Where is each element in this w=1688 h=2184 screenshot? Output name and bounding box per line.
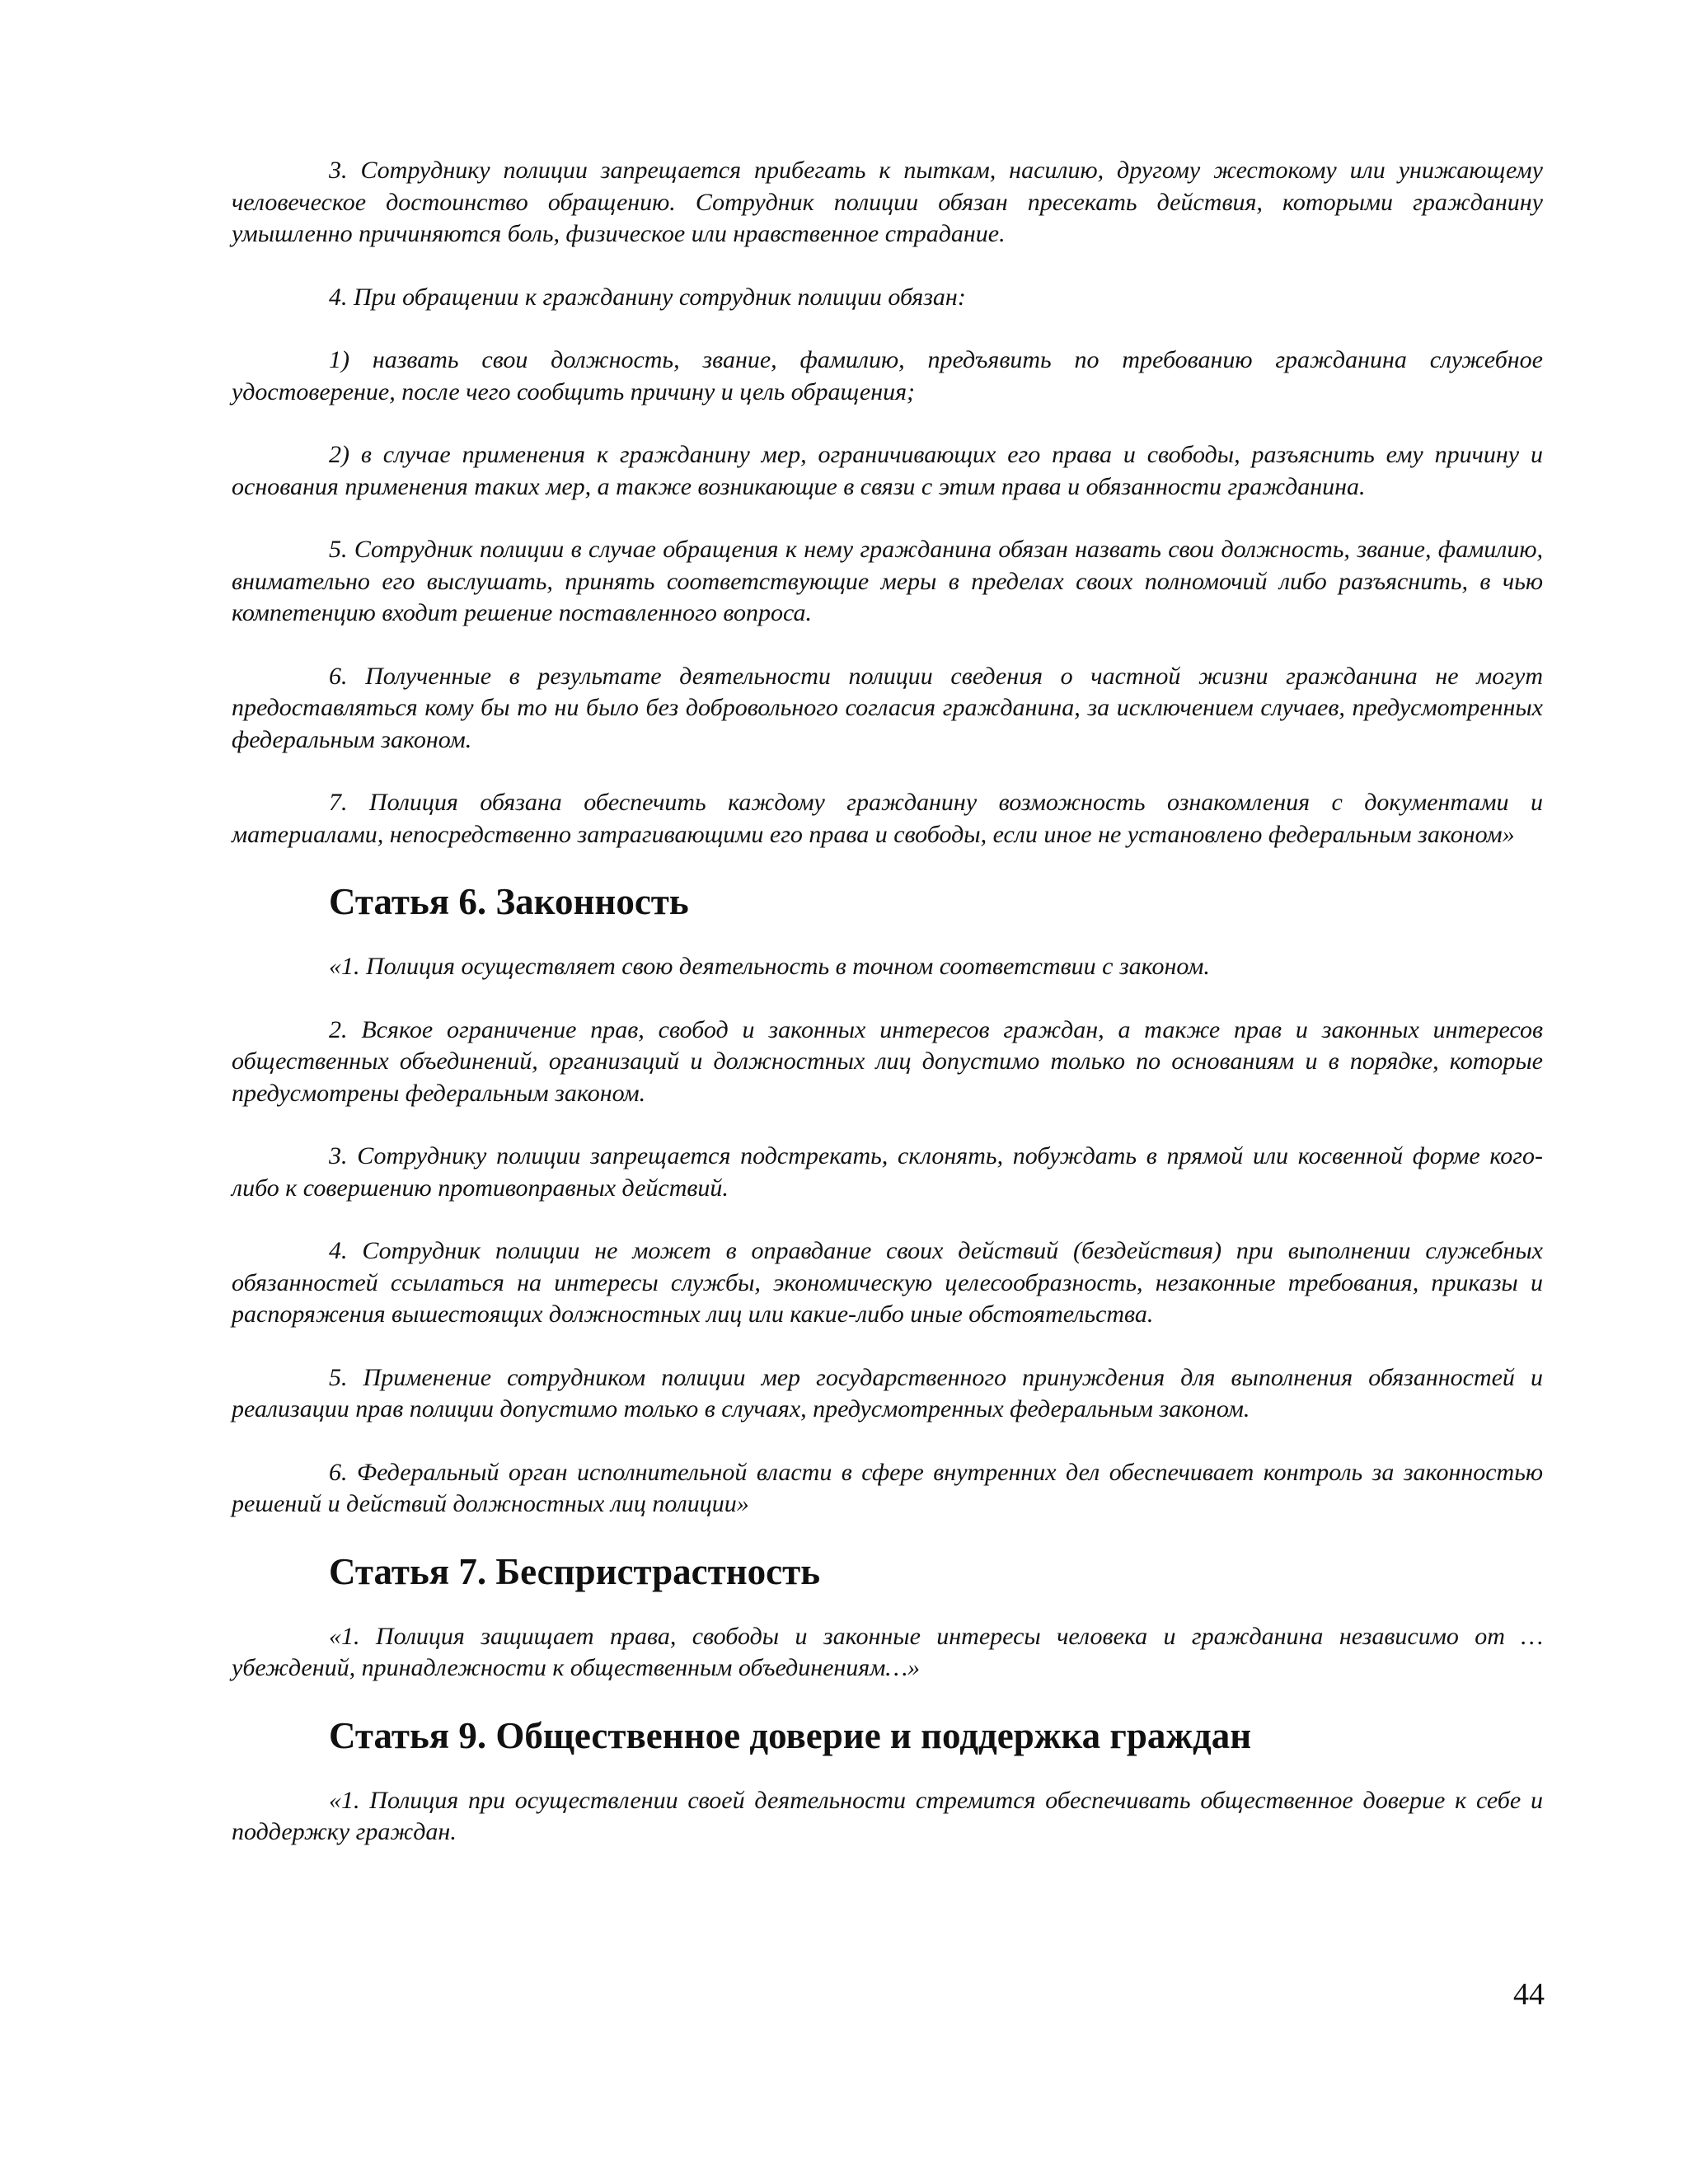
- article-7-heading: Статья 7. Беспристрастность: [329, 1550, 821, 1592]
- paragraph-5-appeal: 5. Сотрудник полиции в случае обращения к нему гражданина обязан назвать свои должность, звание, фамилию, внимательно его выслушать, принять соответствующие меры в пределах своих полномочий либо разъяснить, в чью компетенцию входит решение поставленного вопроса.: [232, 536, 1543, 626]
- article-9-paragraph-1: «1. Полиция при осуществлении своей деятельности стремится обеспечивать общественное доверие к себе и поддержку граждан.: [232, 1786, 1543, 1845]
- article-6-heading: Статья 6. Законность: [329, 881, 689, 922]
- document-page: [232, 155, 1543, 1849]
- article-6-paragraph-6: 6. Федеральный орган исполнительной власти в сфере внутренних дел обеспечивает контроль за законностью решений и действий должностных лиц полиции»: [232, 1458, 1543, 1517]
- article-6-paragraph-4: 4. Сотрудник полиции не может в оправдание своих действий (бездействия) при выполнении служебных обязанностей ссылаться на интересы службы, экономическую целесообразность, незаконные требования, приказы и распоряжения вышестоящих должностных лиц или какие-либо иные обстоятельства.: [232, 1237, 1543, 1328]
- article-6-paragraph-5: 5. Применение сотрудником полиции мер государственного принуждения для выполнения обязанностей и реализации прав полиции допустимо только в случаях, предусмотренных федеральным законом.: [232, 1363, 1543, 1422]
- article-6-paragraph-3: 3. Сотруднику полиции запрещается подстрекать, склонять, побуждать в прямой или косвенной форме кого-либо к совершению противоправных действий.: [232, 1142, 1543, 1202]
- article-7-paragraph-1: «1. Полиция защищает права, свободы и законные интересы человека и гражданина независимо от … убеждений, принадлежности к общественным объединениям…»: [232, 1622, 1543, 1681]
- article-9-heading: Статья 9. Общественное доверие и поддержка граждан: [329, 1714, 1252, 1756]
- paragraph-6-private-life: 6. Полученные в результате деятельности полиции сведения о частной жизни гражданина не могут предоставляться кому бы то ни было без добровольного согласия гражданина, за исключением случаев, предусмотренных федеральным законом.: [232, 662, 1543, 753]
- paragraph-4-item-1: 1) назвать свои должность, звание, фамилию, предъявить по требованию гражданина служебное удостоверение, после чего сообщить причину и цель обращения;: [232, 346, 1543, 405]
- page-number: 44: [1513, 1977, 1545, 2012]
- article-6-paragraph-2: 2. Всякое ограничение прав, свобод и законных интересов граждан, а также прав и законных интересов общественных объединений, организаций и должностных лиц допустимо только по основаниям и в порядке, которые предусмотрены федеральным законом.: [232, 1015, 1543, 1107]
- article-6-paragraph-1: «1. Полиция осуществляет свою деятельность в точном соответствии с законом.: [329, 953, 1210, 980]
- paragraph-4-obligations: 4. При обращении к гражданину сотрудник полиции обязан:: [329, 283, 966, 311]
- paragraph-7-documents: 7. Полиция обязана обеспечить каждому гражданину возможность ознакомления с документами и материалами, непосредственно затрагивающими его права и свободы, если иное не установлено федеральным законом»: [232, 789, 1543, 848]
- paragraph-3-torture-ban: 3. Сотруднику полиции запрещается прибегать к пыткам, насилию, другому жестокому или унижающему человеческое достоинство обращению. Сотрудник полиции обязан пресекать действия, которыми гражданину умышленно причиняются боль, физическое или нравственное страдание.: [232, 157, 1543, 247]
- paragraph-4-item-2: 2) в случае применения к гражданину мер, ограничивающих его права и свободы, разъяснить ему причину и основания применения таких мер, а также возникающие в связи с этим права и обязанности гражданина.: [232, 441, 1543, 500]
